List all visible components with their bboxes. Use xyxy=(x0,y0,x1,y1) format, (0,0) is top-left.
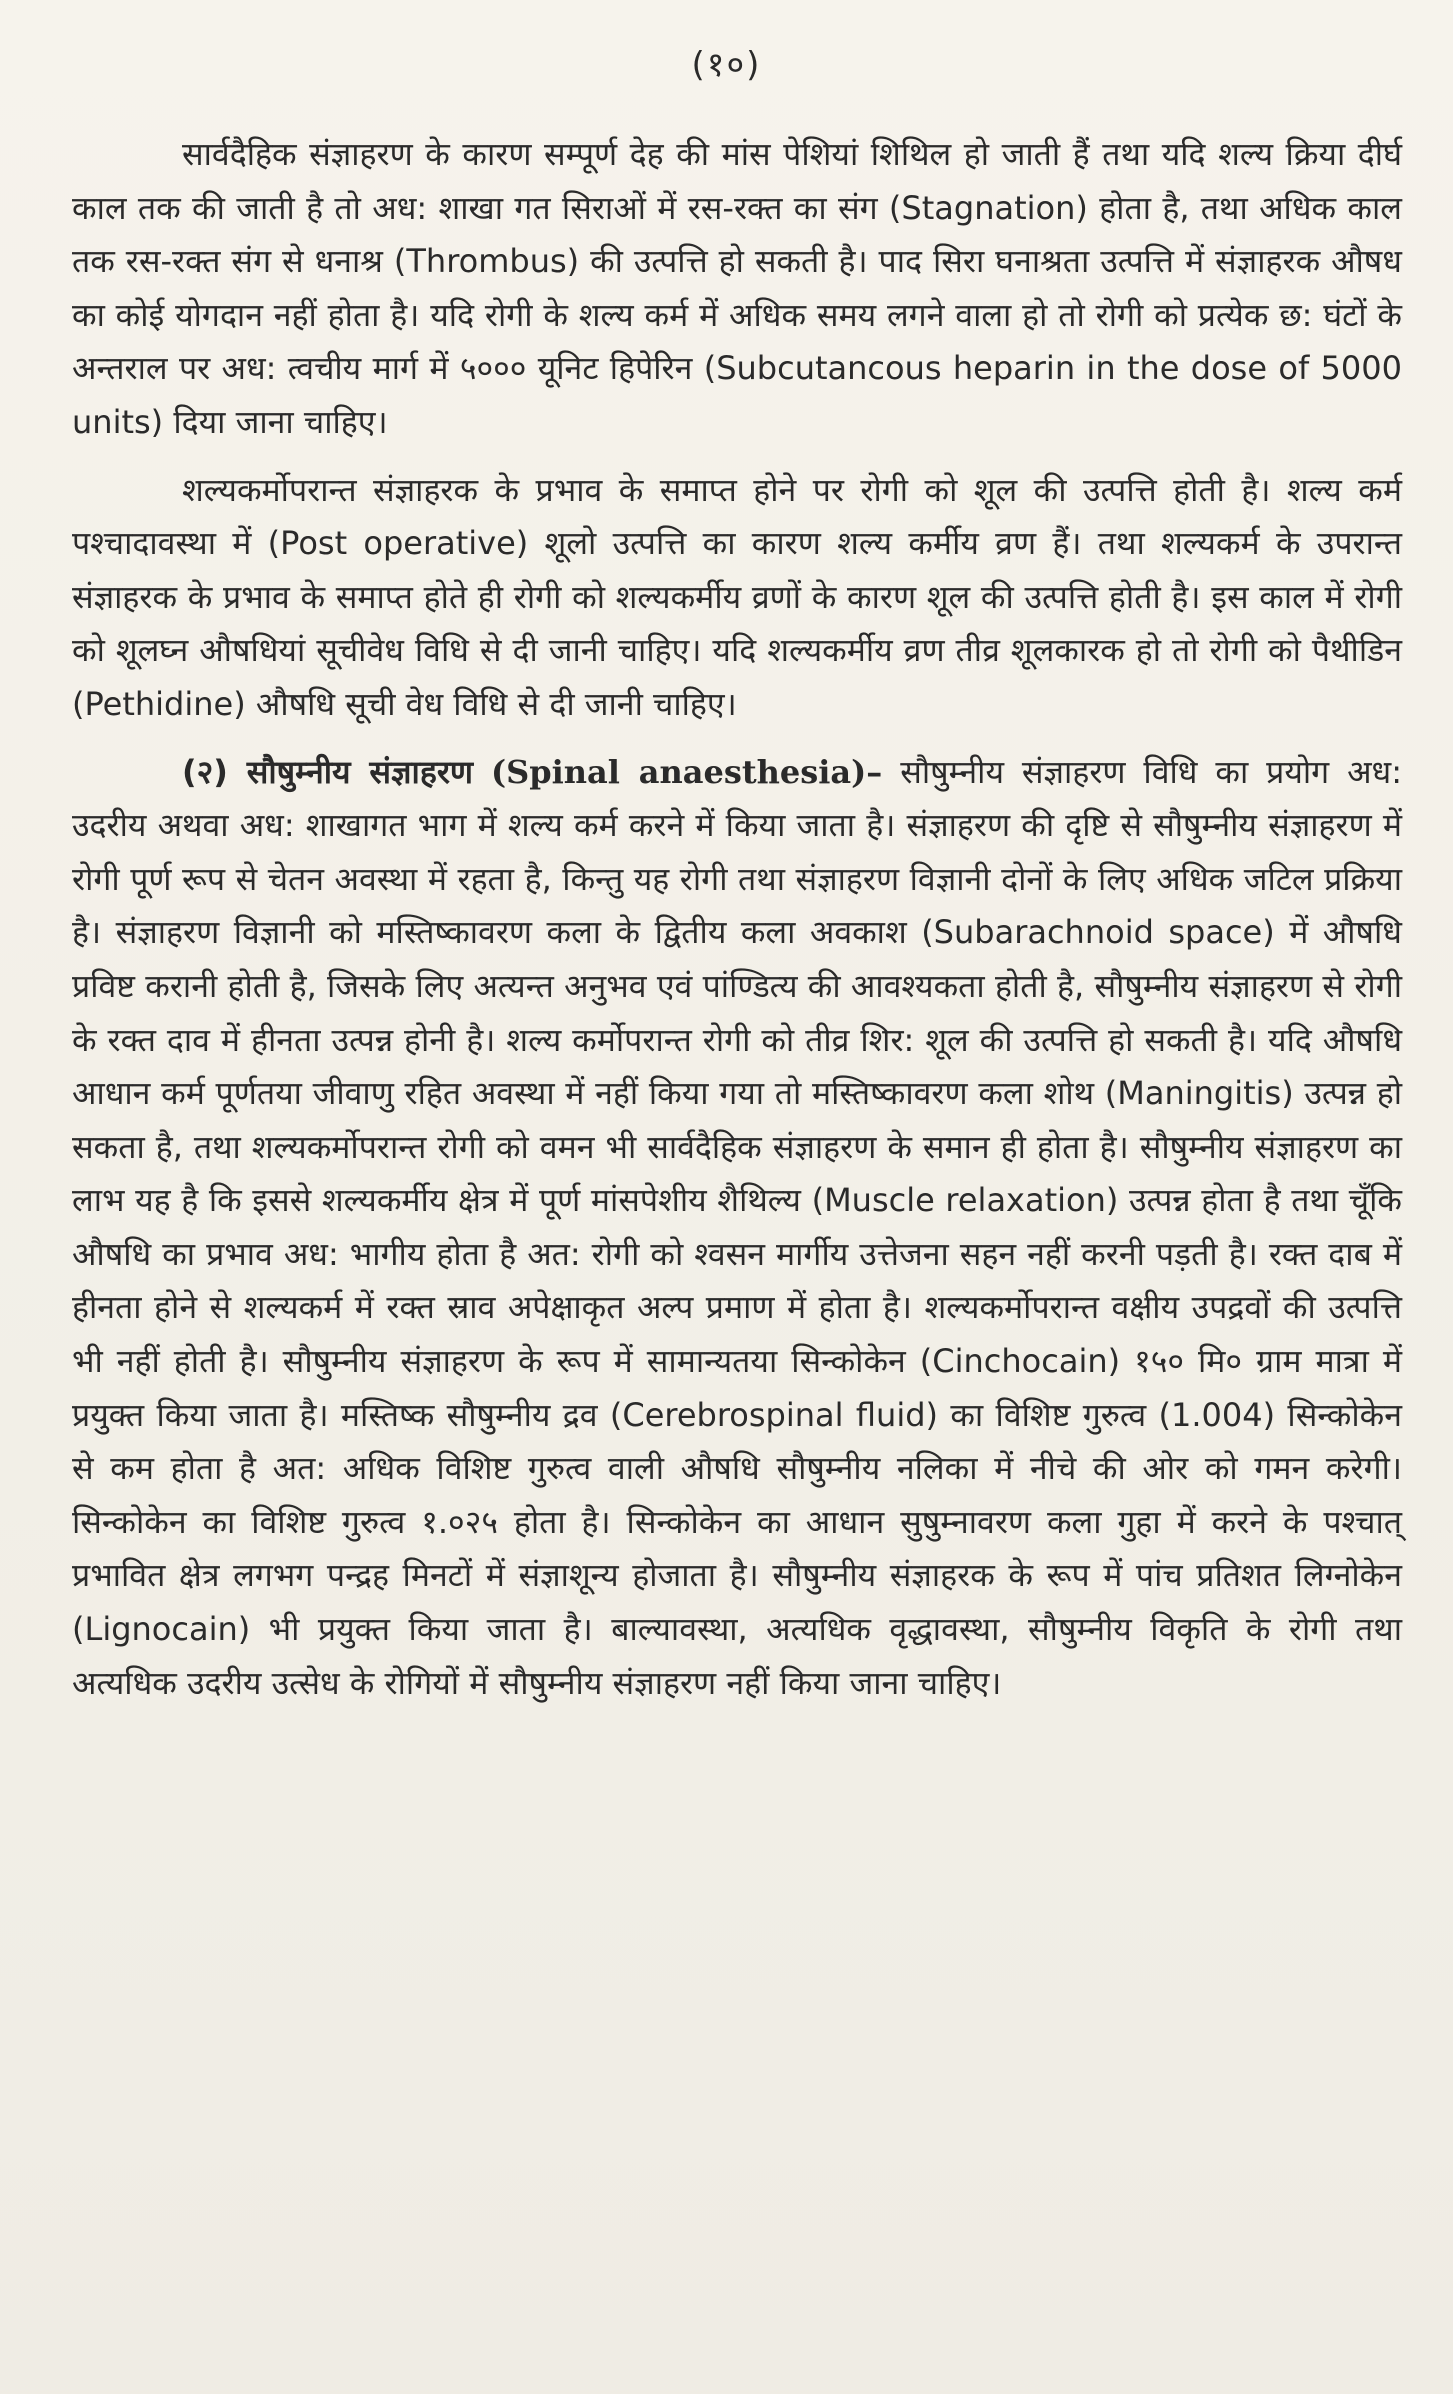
body-text xyxy=(72,128,1402,1732)
section-heading-english: (Spinal anaesthesia)– xyxy=(490,752,883,791)
paragraph-general-anaesthesia-effects xyxy=(72,128,1402,450)
page-number: (१०) xyxy=(691,45,762,85)
paragraph-post-operative-pain xyxy=(72,464,1402,732)
paragraph-text: शल्यकर्मोपरान्त संज्ञाहरक के प्रभाव के समाप्त होने पर रोगी को शूल की उत्पत्ति होती है। शल्य कर्म पश्चादावस्था में (Post operative) शूलो उत्पत्ति का कारण शल्य कर्मीय व्रण हैं। तथा शल्यकर्म के उपरान्त संज्ञाहरक के प्रभाव के समाप्त होते ही रोगी को शल्यकर्मीय व्रणों के कारण शूल की उत्पत्ति होती है। इस काल में रोगी को शूलघ्न औषधियां सूचीवेध विधि से दी जानी चाहिए। यदि शल्यकर्मीय व्रण तीव्र शूलकारक हो तो रोगी को पैथीडिन (Pethidine) औषधि सूची वेध विधि से दी जानी चाहिए। xyxy=(72,470,1402,723)
section-heading: (२) सौषुम्नीय संज्ञाहरण xyxy=(182,752,474,791)
paragraph-spinal-anaesthesia xyxy=(72,746,1402,1711)
paragraph-text: सौषुम्नीय संज्ञाहरण विधि का प्रयोग अध: उदरीय अथवा अध: शाखागत भाग में शल्य कर्म करने में किया जाता है। संज्ञाहरण की दृष्टि से सौषुम्नीय संज्ञाहरण में रोगी पूर्ण रूप से चेतन अवस्था में रहता है, किन्तु यह रोगी तथा संज्ञाहरण विज्ञानी दोनों के लिए अधिक जटिल प्रक्रिया है। संज्ञाहरण विज्ञानी को मस्तिष्कावरण कला के द्वितीय कला अवकाश (Subarachnoid space) में औषधि प्रविष्ट करानी होती है, जिसके लिए अत्यन्त अनुभव एवं पांण्डित्य की आवश्यकता होती है, सौषुम्नीय संज्ञाहरण से रोगी के रक्त दाव में हीनता उत्पन्न होनी है। शल्य कर्मोपरान्त रोगी को तीव्र शिर: शूल की उत्पत्ति हो सकती है। यदि औषधि आधान कर्म पूर्णतया जीवाणु रहित अवस्था में नहीं किया गया तो मस्तिष्कावरण कला शोथ (Maningitis) उत्पन्न हो सकता है, तथा शल्यकर्मोपरान्त रोगी को वमन भी सार्वदैहिक संज्ञाहरण के समान ही होता है। सौषुम्नीय संज्ञाहरण का लाभ यह है कि इससे शल्यकर्मीय क्षेत्र में पूर्ण मांसपेशीय शैथिल्य (Muscle relaxation) उत्पन्न होता है तथा चूँकि औषधि का प्रभाव अध: भागीय होता है अत: रोगी को श्वसन मार्गीय उत्तेजना सहन नहीं करनी पड़ती है। रक्त दाब में हीनता होने से शल्यकर्म में रक्त स्राव अपेक्षाकृत अल्प प्रमाण में होता है। शल्यकर्मोपरान्त वक्षीय उपद्रवों की उत्पत्ति भी नहीं होती है। सौषुम्नीय संज्ञाहरण के रूप में सामान्यतया सिन्कोकेन (Cinchocain) १५० मि० ग्राम मात्रा में प्रयुक्त किया जाता है। मस्तिष्क सौषुम्नीय द्रव (Cerebrospinal fluid) का विशिष्ट गुरुत्व (1.004) सिन्कोकेन से कम होता है अत: अधिक विशिष्ट गुरुत्व वाली औषधि सौषुम्नीय नलिका में नीचे की ओर को गमन करेगी। सिन्कोकेन का विशिष्ट गुरुत्व १.०२५ होता है। सिन्कोकेन का आधान सुषुम्नावरण कला गुहा में करने के पश्चात् प्रभावित क्षेत्र लगभग पन्द्रह मिनटों में संज्ञाशून्य होजाता है। सौषुम्नीय संज्ञाहरक के रूप में पांच प्रतिशत लिग्नोकेन (Lignocain) भी प्रयुक्त किया जाता है। बाल्यावस्था, अत्यधिक वृद्धावस्था, सौषुम्नीय विकृति के रोगी तथा अत्यधिक उदरीय उत्सेध के रोगियों में सौषुम्नीय संज्ञाहरण नहीं किया जाना चाहिए। xyxy=(72,752,1402,1702)
paragraph-text: सार्वदैहिक संज्ञाहरण के कारण सम्पूर्ण देह की मांस पेशियां शिथिल हो जाती हैं तथा यदि शल्य क्रिया दीर्घ काल तक की जाती है तो अध: शाखा गत सिराओं में रस-रक्त का संग (Stagnation) होता है, तथा अधिक काल तक रस-रक्त संग से धनाश्र (Thrombus) की उत्पत्ति हो सकती है। पाद सिरा घनाश्रता उत्पत्ति में संज्ञाहरक औषध का कोई योगदान नहीं होता है। यदि रोगी के शल्य कर्म में अधिक समय लगने वाला हो तो रोगी को प्रत्येक छ: घंटों के अन्तराल पर अध: त्वचीय मार्ग में ५००० यूनिट हिपेरिन (Subcutancous heparin in the dose of 5000 units) दिया जाना चाहिए। xyxy=(72,135,1402,441)
